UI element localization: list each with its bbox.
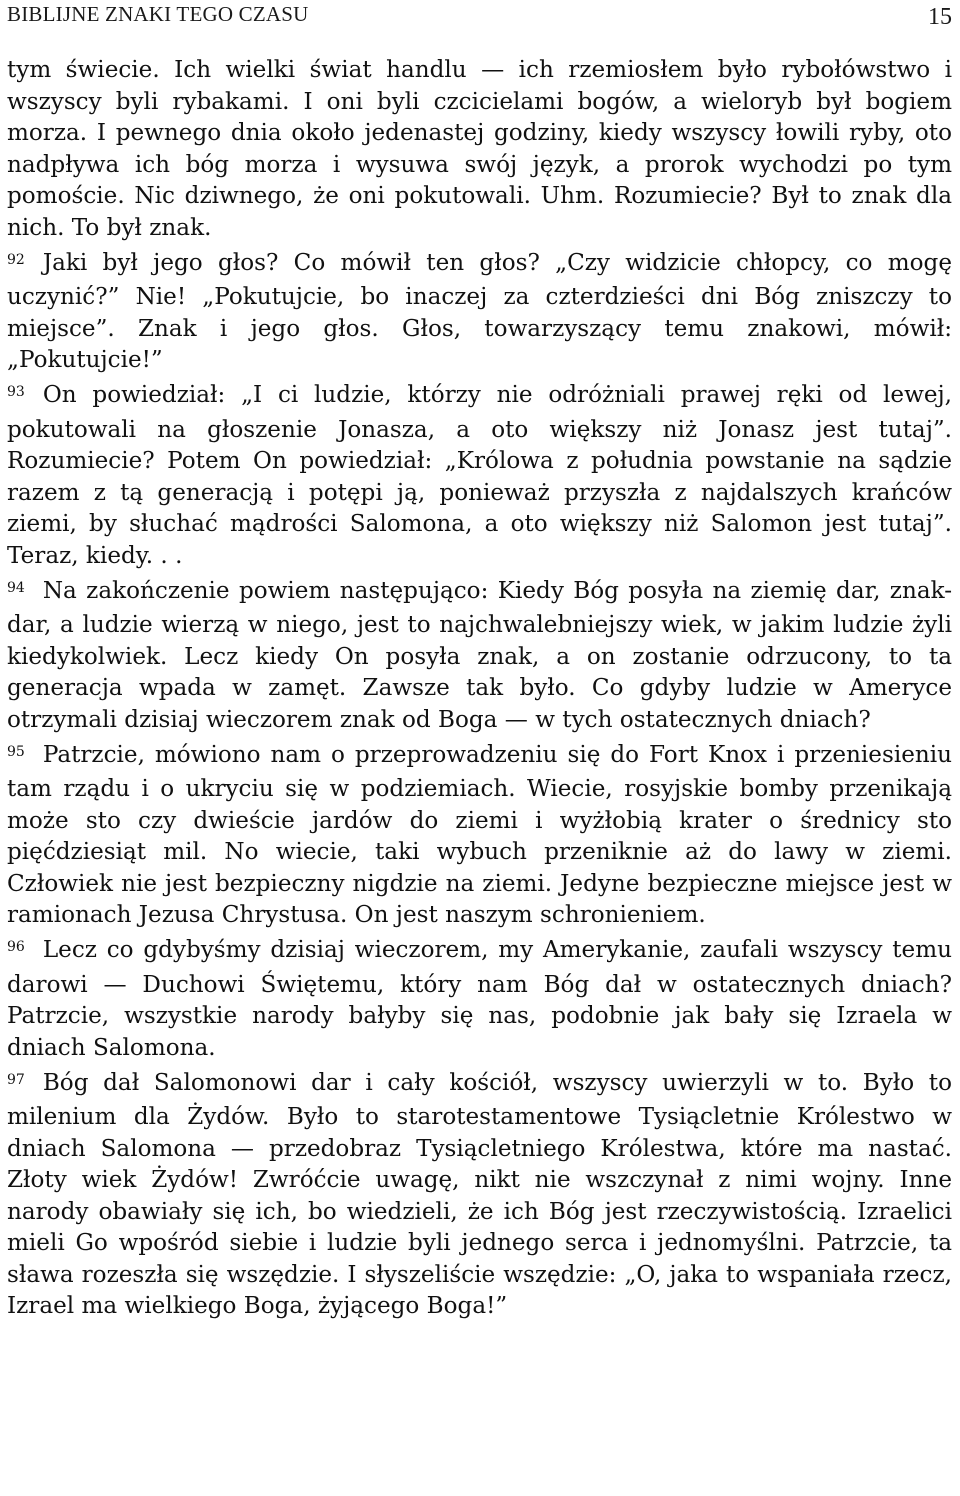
paragraph-text: Bóg dał Salomonowi dar i cały kościół, wszyscy uwierzyli w to. Było to milenium dla Żydów. Było to starotestamentowe Tysiącletnie Królestwo w dniach Salomona — przedobraz Tysiącletniego Królestwa, które ma nastać. Złoty wiek Żydów! Zwróćcie uwagę, nikt nie wszczynał z nimi wojny. Inne narody obawiały się ich, bo wiedzieli, że ich Bóg jest rzeczywistością. Izraelici mieli Go wpośród siebie i ludzie byli jednego serca i jednomyślni. Patrzcie, ta sława rozeszła się wszędzie. I słyszeliście wszędzie: „O, jaka to wspaniała rzecz, Izrael ma wielkiego Boga, żyjącego Boga!”: [7, 1069, 952, 1319]
paragraph-94: [7, 576, 952, 737]
paragraph-text: On powiedział: „I ci ludzie, którzy nie odróżniali prawej ręki od lewej, pokutowali na głoszenie Jonasza, a oto większy niż Jonasz jest tutaj”. Rozumiecie? Potem On powiedział: „Królowa z południa powstanie na sądzie razem z tą generacją i potępi ją, ponieważ przyszła z najdalszych krańców ziemi, by słuchać mądrości Salomona, a oto większy niż Salomon jest tutaj”. Teraz, kiedy. . .: [7, 382, 952, 569]
page-number: 15: [928, 4, 952, 30]
paragraph-97: [7, 1068, 952, 1323]
paragraph-text: tym świecie. Ich wielki świat handlu — ich rzemiosłem było rybołówstwo i wszyscy byli rybakami. I oni byli czcicielami bogów, a wieloryb był bogiem morza. I pewnego dnia około jedenastej godziny, kiedy wszyscy łowili ryby, oto nadpływa ich bóg morza i wysuwa swój język, a prorok wychodzi po tym pomoście. Nic dziwnego, że oni pokutowali. Uhm. Rozumiecie? Był to znak dla nich. To był znak.: [7, 57, 952, 241]
paragraph-number: 94: [7, 579, 25, 596]
paragraph-text: Na zakończenie powiem następująco: Kiedy Bóg posyła na ziemię dar, znak-dar, a ludzie wierzą w niego, jest to najchwalebniejszy wiek, w jakim ludzie żyli kiedykolwiek. Lecz kiedy On posyła znak, a on zostanie odrzucony, to ta generacja wpada w zamęt. Zawsze tak było. Co gdyby ludzie w Ameryce otrzymali dzisiaj wieczorem znak od Boga — w tych ostatecznych dniach?: [7, 577, 952, 733]
paragraph-number: 92: [7, 251, 25, 268]
paragraph-number: 97: [7, 1071, 25, 1088]
paragraph-text: Jaki był jego głos? Co mówił ten głos? „Czy widzicie chłopcy, co mogę uczynić?” Nie! „Pokutujcie, bo inaczej za czterdzieści dni Bóg zniszczy to miejsce”. Znak i jego głos. Głos, towarzyszący temu znakowi, mówił: „Pokutujcie!”: [7, 249, 952, 373]
running-title: BIBLIJNE ZNAKI TEGO CZASU: [7, 2, 309, 26]
page-header: [7, 2, 952, 30]
paragraph-text: Lecz co gdybyśmy dzisiaj wieczorem, my Amerykanie, zaufali wszyscy temu darowi — Duchowi Świętemu, który nam Bóg dał w ostatecznych dniach? Patrzcie, wszystkie narody bałyby się nas, podobnie jak bały się Izraela w dniach Salomona.: [7, 937, 952, 1061]
paragraph-number: 95: [7, 743, 25, 760]
body-text: [7, 55, 952, 1326]
paragraph-number: 93: [7, 384, 25, 400]
paragraph-continuation: [7, 55, 952, 244]
paragraph-92: [7, 248, 952, 377]
paragraph-95: [7, 740, 952, 932]
paragraph-96: [7, 935, 952, 1064]
paragraph-93: [7, 380, 952, 572]
paragraph-number: 96: [7, 939, 25, 955]
paragraph-text: Patrzcie, mówiono nam o przeprowadzeniu się do Fort Knox i przeniesieniu tam rządu i o ukryciu się w podziemiach. Wiecie, rosyjskie bomby przenikają może sto czy dwieście jardów do ziemi i wyżłobią krater o średnicy sto pięćdziesiąt mil. No wiecie, taki wybuch przeniknie aż do lawy w ziemi. Człowiek nie jest bezpieczny nigdzie na ziemi. Jedyne bezpieczne miejsce jest w ramionach Jezusa Chrystusa. On jest naszym schronieniem.: [7, 741, 952, 928]
